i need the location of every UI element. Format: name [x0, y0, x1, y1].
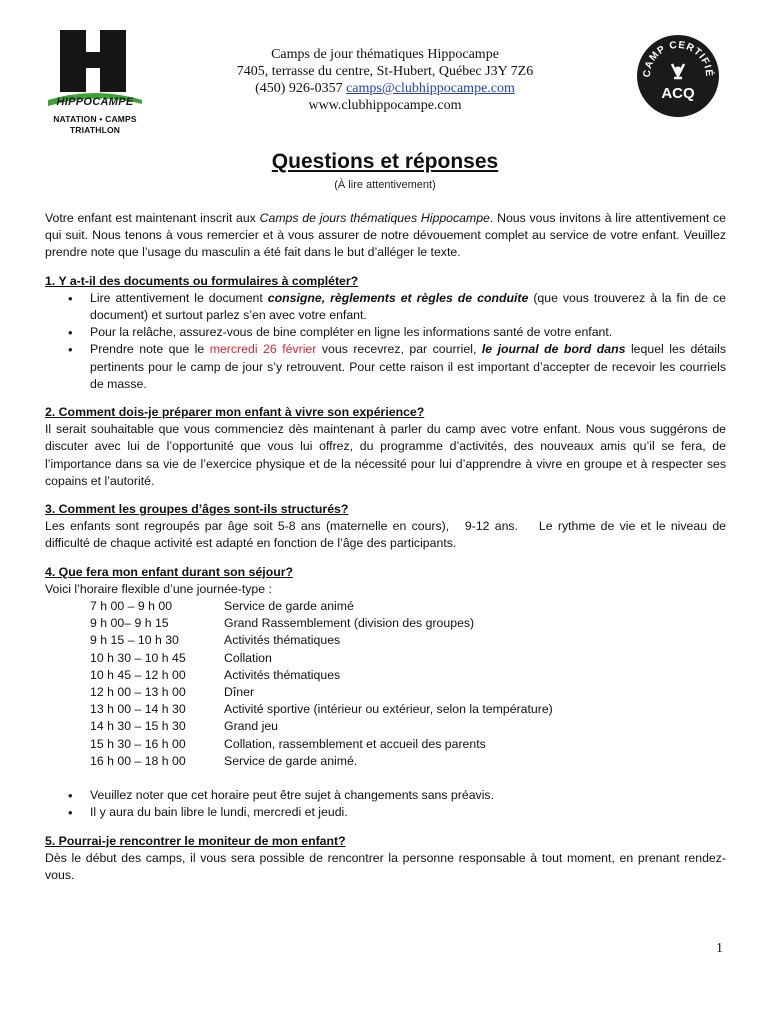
- intro-paragraph: [45, 210, 726, 262]
- list-item: [45, 341, 726, 393]
- q1-b3-bold: le journal de bord dans: [481, 342, 626, 357]
- q1-b3-post: lequel les détails pertinents pour le camp de jour s’y retrouvent. Pour cette raison il est important d’accepter de recevoir les courriels de masse.: [90, 342, 726, 391]
- schedule-time: 12 h 00 – 13 h 00: [90, 685, 186, 700]
- schedule-activity: Grand jeu: [224, 719, 279, 734]
- question-1-heading: 1. Y a-t-il des documents ou formulaires à compléter?: [45, 273, 359, 288]
- camp-certifie-seal: [636, 34, 720, 118]
- contact-website: www.clubhippocampe.com: [308, 98, 462, 113]
- q1-b3-mid: vous recevrez, par courriel,: [316, 342, 482, 357]
- intro-text-2: . Nous vous invitons à lire attentivement ce qui suit. Nous tenons à vous remercier et à vous assurer de notre dévouement complet au service de votre enfant. Veuillez prendre note que l’usage du masculin a été fait dans le but d’alléger le texte.: [45, 211, 726, 260]
- schedule-time: 15 h 30 – 16 h 00: [90, 736, 186, 751]
- list-item: • Pour la relâche, assurez-vous de bine compléter en ligne les informations santé de votre enfant.: [45, 324, 726, 341]
- logo-tagline-line2: TRIATHLON: [69, 125, 121, 135]
- acq-seal-icon: [636, 34, 720, 118]
- schedule-row: [45, 701, 726, 718]
- schedule-row: [45, 632, 726, 649]
- schedule-row: [45, 650, 726, 667]
- schedule-activity: Activités thématiques: [224, 633, 341, 648]
- page-subtitle: (À lire attentivement): [334, 179, 436, 191]
- schedule-activity: Activités thématiques: [224, 667, 341, 682]
- schedule-row: [45, 684, 726, 701]
- schedule-intro: Voici l’horaire flexible d’une journée-type :: [45, 581, 272, 596]
- question-3-text: Les enfants sont regroupés par âge soit 5-8 ans (maternelle en cours), 9-12 ans. Le rythme de vie et le niveau de difficulté de chaque activité est adapté en fonction de l’âge des participants.: [45, 519, 730, 551]
- schedule-activity: Dîner: [224, 685, 255, 700]
- q1-b1-bold: consigne, règlements et règles de conduite: [267, 290, 529, 305]
- schedule-row: [45, 667, 726, 684]
- contact-name: Camps de jour thématiques Hippocampe: [271, 47, 499, 62]
- q1-b3-date: mercredi 26 février: [209, 342, 317, 357]
- schedule-table: [45, 598, 726, 770]
- question-1-list: [45, 290, 726, 393]
- schedule-activity: Collation: [224, 650, 272, 665]
- schedule-activity: Service de garde animé: [224, 599, 354, 614]
- page-title: Questions et réponses: [271, 150, 499, 173]
- list-item: [45, 290, 726, 324]
- contact-phone-email-line: [190, 80, 580, 97]
- page-number: 1: [716, 941, 723, 956]
- question-5-text: Dès le début des camps, il vous sera possible de rencontrer la personne responsable à tout moment, en prenant rendez-vous.: [45, 850, 726, 882]
- schedule-time: 14 h 30 – 15 h 30: [90, 719, 186, 734]
- schedule-row: [45, 718, 726, 735]
- seal-arc-text: CAMP CERTIFIÉ: [641, 39, 715, 78]
- intro-camp-name: Camps de jours thématiques Hippocampe: [259, 211, 490, 225]
- schedule-activity: Collation, rassemblement et accueil des parents: [224, 736, 486, 751]
- question-3-heading: 3. Comment les groupes d’âges sont-ils structurés?: [45, 502, 349, 517]
- email-link[interactable]: camps@clubhippocampe.com: [346, 81, 515, 96]
- schedule-row: [45, 736, 726, 753]
- logo-tagline: [40, 114, 150, 136]
- schedule-time: 13 h 00 – 14 h 30: [90, 702, 186, 717]
- document-body: [45, 210, 730, 884]
- schedule-activity: Activité sportive (intérieur ou extérieur, selon la température): [224, 702, 553, 717]
- hippocampe-logo: [40, 26, 150, 146]
- question-2-text: Il serait souhaitable que vous commenciez dès maintenant à parler du camp avec votre enfant. Nous vous suggérons de discuter avec lui de l’opportunité que vous lui offrez, du programme d’activités, des nouveaux amis qu’il se fera, de l’importance dans sa vie de l’exercice physique et de la nécessité pour lui d’apprendre à vivre en groupe et à respecter ses copains et l’autorité.: [45, 422, 726, 488]
- schedule-time: 10 h 45 – 12 h 00: [90, 667, 186, 682]
- question-2-heading: 2. Comment dois-je préparer mon enfant à vivre son expérience?: [45, 405, 425, 420]
- question-5-heading: 5. Pourrai-je rencontrer le moniteur de mon enfant?: [45, 833, 346, 848]
- schedule-notes: [45, 787, 726, 821]
- contact-phone: (450) 926-0357: [255, 81, 343, 96]
- contact-block: [190, 46, 580, 114]
- schedule-time: 16 h 00 – 18 h 00: [90, 753, 186, 768]
- logo-tagline-line1: NATATION • CAMPS: [53, 114, 137, 124]
- list-item: • Il y aura du bain libre le lundi, mercredi et jeudi.: [45, 804, 726, 821]
- schedule-row: [45, 753, 726, 770]
- q1-b1-post: (que vous trouverez à la fin de ce document) et surtout parlez s’en avec votre enfant.: [90, 290, 726, 323]
- intro-text-1: Votre enfant est maintenant inscrit aux: [45, 211, 260, 225]
- schedule-time: 9 h 00– 9 h 15: [90, 616, 169, 631]
- schedule-activity: Grand Rassemblement (division des groupes): [224, 616, 475, 631]
- schedule-time: 10 h 30 – 10 h 45: [90, 650, 186, 665]
- contact-address: 7405, terrasse du centre, St-Hubert, Québec J3Y 7Z6: [236, 64, 534, 79]
- schedule-time: 9 h 15 – 10 h 30: [90, 633, 179, 648]
- logo-brand-text: HIPPOCAMPE: [56, 96, 134, 108]
- q1-b1-pre: Lire attentivement le document: [90, 290, 268, 305]
- schedule-row: [45, 598, 726, 615]
- schedule-activity: Service de garde animé.: [224, 753, 358, 768]
- question-4-heading: 4. Que fera mon enfant durant son séjour?: [45, 564, 294, 579]
- q1-b3-pre: Prendre note que le: [90, 342, 210, 357]
- schedule-time: 7 h 00 – 9 h 00: [90, 599, 173, 614]
- list-item: • Veuillez noter que cet horaire peut être sujet à changements sans préavis.: [45, 787, 726, 804]
- schedule-row: [45, 615, 726, 632]
- seal-center-text: ACQ: [661, 85, 695, 102]
